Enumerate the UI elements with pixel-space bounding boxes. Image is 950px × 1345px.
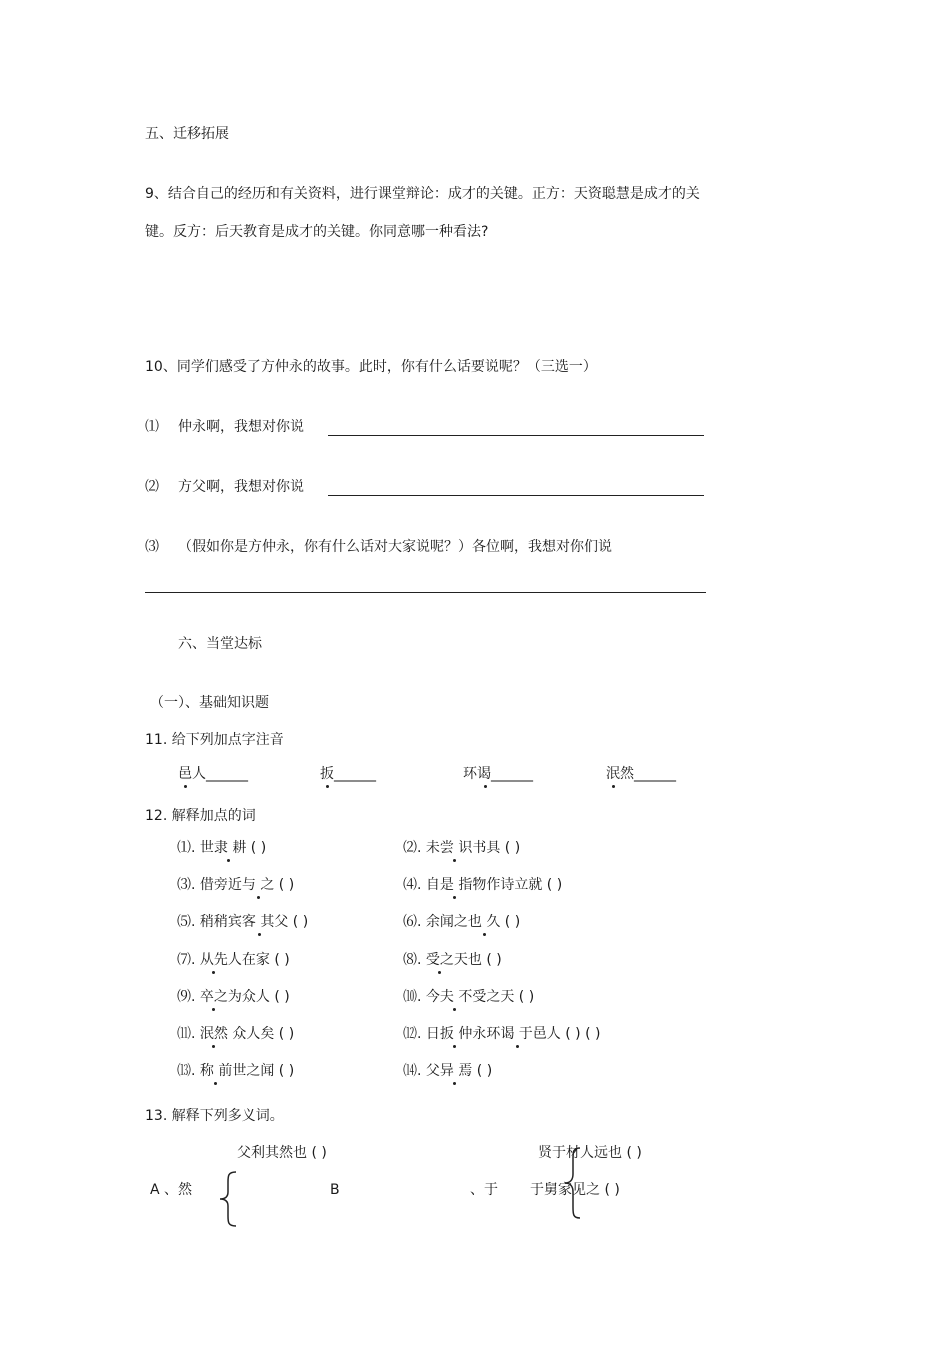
q11-item-1: 邑人______	[178, 766, 248, 782]
q12-left-2: ⑶. 借旁近与 之 ( )	[177, 877, 295, 893]
emphasis-dot	[453, 859, 456, 862]
emphasis-dot	[516, 1045, 519, 1048]
emphasis-dot	[612, 785, 615, 788]
q10-answer-line-3[interactable]	[145, 592, 706, 593]
q12-right-2: ⑷. 自是 指物作诗立就 ( )	[403, 877, 563, 893]
left-brace-icon	[562, 1146, 584, 1220]
q12-left-7: ⒀. 称 前世之闻 ( )	[177, 1063, 295, 1079]
q13-b-bottom: 于舅家见之 ( )	[530, 1182, 620, 1198]
q12-right-1: ⑵. 未尝 识书具 ( )	[403, 840, 521, 856]
section6-sub-heading: （一）、基础知识题	[150, 695, 269, 711]
q12-left-3: ⑸. 稍稍宾客 其父 ( )	[177, 914, 309, 930]
emphasis-dot	[212, 1045, 215, 1048]
q12-prompt: 12. 解释加点的词	[145, 808, 256, 824]
q10-item-2-text: 方父啊，我想对你说	[178, 479, 304, 495]
q12-left-5: ⑼. 卒之为众人 ( )	[177, 989, 290, 1005]
q11-item-2: 扳______	[320, 766, 376, 782]
emphasis-dot	[453, 1082, 456, 1085]
q9-line-1: 9、结合自己的经历和有关资料，进行课堂辩论：成才的关键。正方：天资聪慧是成才的关	[145, 186, 700, 202]
emphasis-dot	[214, 1082, 217, 1085]
q13-yu-label: 、于	[470, 1182, 498, 1198]
q11-item-3: 环谒______	[463, 766, 533, 782]
emphasis-dot	[257, 896, 260, 899]
emphasis-dot	[453, 1045, 456, 1048]
section5-heading: 五、迁移拓展	[145, 126, 229, 142]
q12-left-1: ⑴. 世隶 耕 ( )	[177, 840, 267, 856]
emphasis-dot	[212, 1008, 215, 1011]
q10-item-1-num: ⑴	[145, 419, 159, 435]
q10-item-3-text: （假如你是方仲永，你有什么话对大家说呢？）各位啊，我想对你们说	[178, 539, 612, 555]
emphasis-dot	[184, 785, 187, 788]
left-brace-icon	[216, 1170, 240, 1228]
q12-right-5: ⑽. 今夫 不受之天 ( )	[403, 989, 535, 1005]
emphasis-dot	[453, 1008, 456, 1011]
q11-item-4: 泯然______	[606, 766, 676, 782]
q13-a-top: 父利其然也 ( )	[237, 1145, 327, 1161]
section6-heading: 六、当堂达标	[178, 636, 262, 652]
emphasis-dot	[438, 971, 441, 974]
q10-answer-line-2[interactable]	[328, 495, 704, 496]
q12-right-7: ⒁. 父异 焉 ( )	[403, 1063, 493, 1079]
emphasis-dot	[326, 785, 329, 788]
emphasis-dot	[212, 971, 215, 974]
q10-item-2-num: ⑵	[145, 479, 159, 495]
q13-a-label: A 、然	[150, 1182, 193, 1198]
q13-prompt: 13. 解释下列多义词。	[145, 1108, 284, 1124]
q10-prompt: 10、同学们感受了方仲永的故事。此时，你有什么话要说呢？（三选一）	[145, 359, 597, 375]
q10-item-3-num: ⑶	[145, 539, 159, 555]
q12-left-6: ⑾. 泯然 众人矣 ( )	[177, 1026, 295, 1042]
emphasis-dot	[227, 859, 230, 862]
emphasis-dot	[453, 896, 456, 899]
q13-b-label: B	[330, 1182, 340, 1198]
q12-right-6: ⑿. 日扳 仲永环谒 于邑人 ( ) ( )	[403, 1026, 601, 1042]
q12-right-3: ⑹. 余闻之也 久 ( )	[403, 914, 521, 930]
q10-item-1-text: 仲永啊，我想对你说	[178, 419, 304, 435]
q10-answer-line-1[interactable]	[328, 435, 704, 436]
q11-prompt: 11. 给下列加点字注音	[145, 732, 284, 748]
emphasis-dot	[483, 933, 486, 936]
emphasis-dot	[258, 933, 261, 936]
emphasis-dot	[484, 785, 487, 788]
q13-b-top: 贤于材人远也 ( )	[538, 1145, 642, 1161]
q9-line-2: 键。反方：后天教育是成才的关键。你同意哪一种看法?	[145, 224, 489, 240]
q12-right-4: ⑻. 受之天也 ( )	[403, 952, 502, 968]
q12-left-4: ⑺. 从先人在家 ( )	[177, 952, 290, 968]
